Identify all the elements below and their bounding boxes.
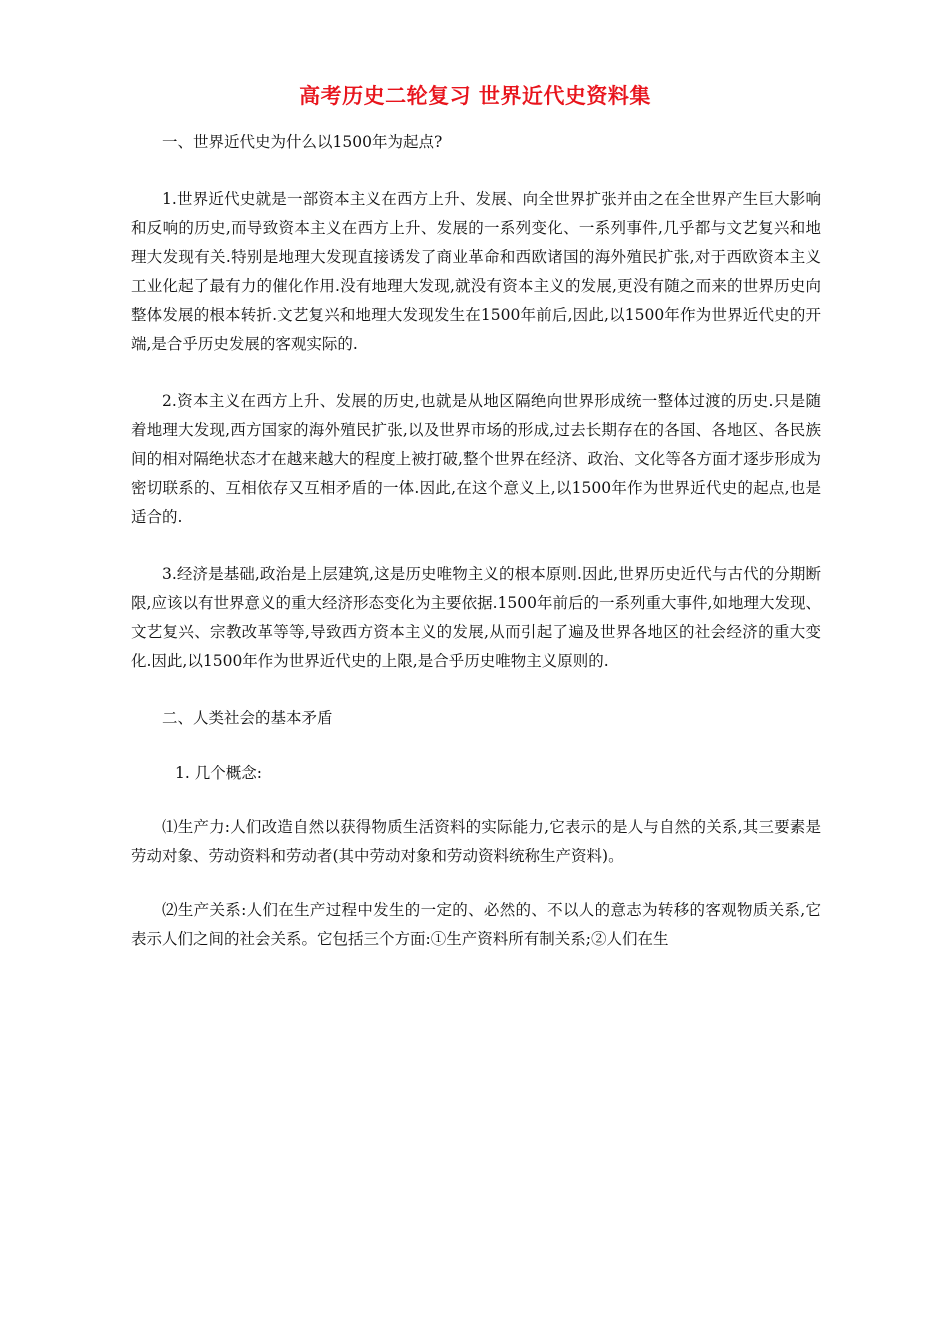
document-body	[131, 128, 821, 954]
section-heading-2: 二、人类社会的基本矛盾	[162, 709, 333, 727]
section-heading-1: 一、世界近代史为什么以1500年为起点?	[162, 133, 443, 151]
document-title: 高考历史二轮复习 世界近代史资料集	[299, 84, 651, 108]
paragraph-1-2: 2.资本主义在西方上升、发展的历史,也就是从地区隔绝向世界形成统一整体过渡的历史.只是随着地理大发现,西方国家的海外殖民扩张,以及世界市场的形成,过去长期存在的各国、各地区、各民族间的相对隔绝状态才在越来越大的程度上被打破,整个世界在经济、政治、文化等各方面才逐步形成为密切联系的、互相依存又互相矛盾的一体.因此,在这个意义上,以1500年作为世界近代史的起点,也是适合的.	[131, 392, 821, 526]
subheading-concepts: 1. 几个概念:	[175, 764, 262, 782]
paragraph-1-3: 3.经济是基础,政治是上层建筑,这是历史唯物主义的根本原则.因此,世界历史近代与古代的分期断限,应该以有世界意义的重大经济形态变化为主要依据.1500年前后的一系列重大事件,如地理大发现、文艺复兴、宗教改革等等,导致西方资本主义的发展,从而引起了遍及世界各地区的社会经济的重大变化.因此,以1500年作为世界近代史的上限,是合乎历史唯物主义原则的.	[131, 565, 821, 670]
paragraph-2-2: ⑵生产关系:人们在生产过程中发生的一定的、必然的、不以人的意志为转移的客观物质关系,它表示人们之间的社会关系。它包括三个方面:①生产资料所有制关系;②人们在生	[131, 901, 821, 948]
paragraph-1-1: 1.世界近代史就是一部资本主义在西方上升、发展、向全世界扩张并由之在全世界产生巨大影响和反响的历史,而导致资本主义在西方上升、发展的一系列变化、一系列事件,几乎都与文艺复兴和地理大发现有关.特别是地理大发现直接诱发了商业革命和西欧诸国的海外殖民扩张,对于西欧资本主义工业化起了最有力的催化作用.没有地理大发现,就没有资本主义的发展,更没有随之而来的世界历史向整体发展的根本转折.文艺复兴和地理大发现发生在1500年前后,因此,以1500年作为世界近代史的开端,是合乎历史发展的客观实际的.	[131, 190, 821, 353]
paragraph-2-1: ⑴生产力:人们改造自然以获得物质生活资料的实际能力,它表示的是人与自然的关系,其三要素是劳动对象、劳动资料和劳动者(其中劳动对象和劳动资料统称生产资料)。	[131, 818, 821, 865]
